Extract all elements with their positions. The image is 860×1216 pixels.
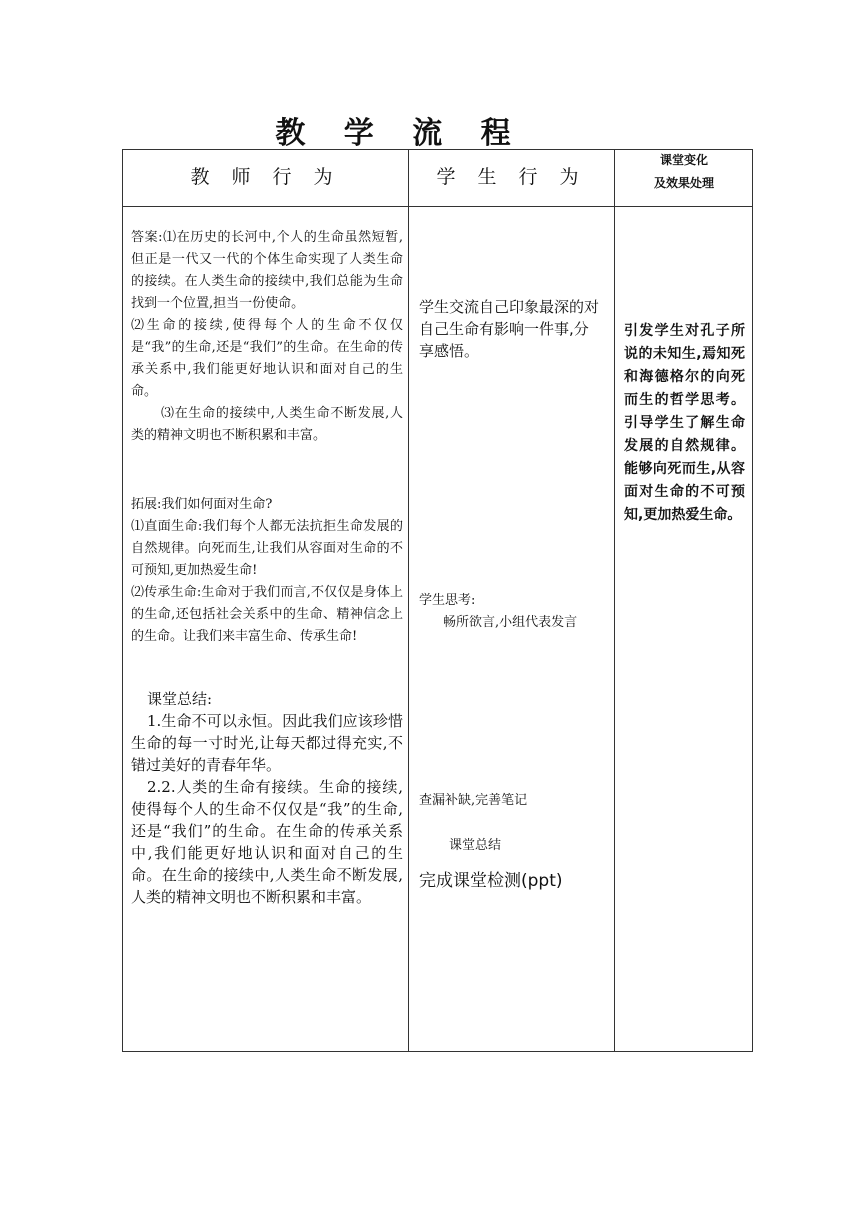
answer-paragraph-3: ⑶在生命的接续中,人类生命不断发展,人类的精神文明也不断积累和丰富。 bbox=[131, 406, 403, 443]
student-think-text: 畅所欲言,小组代表发言 bbox=[443, 615, 578, 630]
student-think bbox=[419, 590, 609, 634]
summary-title: 课堂总结: bbox=[147, 690, 213, 708]
student-summary: 课堂总结 bbox=[449, 838, 502, 853]
student-think-label: 学生思考: bbox=[419, 593, 476, 608]
page-title: 教 学 流 程 bbox=[275, 116, 525, 151]
extend-title: 拓展:我们如何面对生命? bbox=[131, 497, 273, 512]
extend-paragraph-1: ⑴直面生命:我们每个人都无法抗拒生命发展的自然规律。向死而生,让我们从容面对生命的不可预知,更加热爱生命! bbox=[131, 519, 403, 578]
summary-paragraph-2: 2.2.人类的生命有接续。生命的接续,使得每个人的生命不仅仅是“我”的生命,还是“我们”的生命。在生命的传承关系中,我们能更好地认识和面对自己的生命。在生命的接续中,人类生命不断发展,人类的精神文明也不断积累和丰富。 bbox=[131, 778, 403, 906]
summary-paragraph-1: 1.生命不可以永恒。因此我们应该珍惜生命的每一寸时光,让每天都过得充实,不错过美好的青春年华。 bbox=[131, 712, 403, 774]
header-teacher: 教 师 行 为 bbox=[190, 166, 341, 188]
header-student: 学 生 行 为 bbox=[436, 166, 587, 188]
lesson-flow-table bbox=[122, 149, 753, 1052]
student-notes: 查漏补缺,完善笔记 bbox=[419, 793, 528, 808]
column-divider bbox=[408, 150, 409, 1051]
effect-text: 引发学生对孔子所说的未知生,焉知死和海德格尔的向死而生的哲学思考。引导学生了解生命发展的自然规律。能够向死而生,从容面对生命的不可预知,更加热爱生命。 bbox=[624, 323, 745, 523]
student-test: 完成课堂检测(ppt) bbox=[419, 871, 563, 891]
header-effect-line2: 及效果处理 bbox=[653, 176, 714, 190]
teacher-extend bbox=[131, 494, 403, 648]
teacher-summary bbox=[131, 688, 403, 908]
header-effect bbox=[615, 149, 753, 195]
header-effect-line1: 课堂变化 bbox=[659, 153, 708, 167]
answer-paragraph-1: 答案:⑴在历史的长河中,个人的生命虽然短暂,但正是一代又一代的个体生命实现了人类生命的接续。在人类生命的接续中,我们总能为生命找到一个位置,担当一份使命。 bbox=[131, 230, 403, 311]
answer-paragraph-2: ⑵生命的接续,使得每个人的生命不仅仅是“我”的生命,还是“我们”的生命。在生命的传承关系中,我们能更好地认识和面对自己的生命。 bbox=[131, 318, 403, 399]
extend-paragraph-2: ⑵传承生命:生命对于我们而言,不仅仅是身体上的生命,还包括社会关系中的生命、精神信念上的生命。让我们来丰富生命、传承生命! bbox=[131, 585, 403, 644]
header-divider bbox=[123, 206, 752, 207]
teacher-answer bbox=[131, 227, 403, 447]
student-exchange: 学生交流自己印象最深的对自己生命有影响一件事,分享感悟。 bbox=[419, 298, 600, 360]
column-divider bbox=[614, 150, 615, 1051]
